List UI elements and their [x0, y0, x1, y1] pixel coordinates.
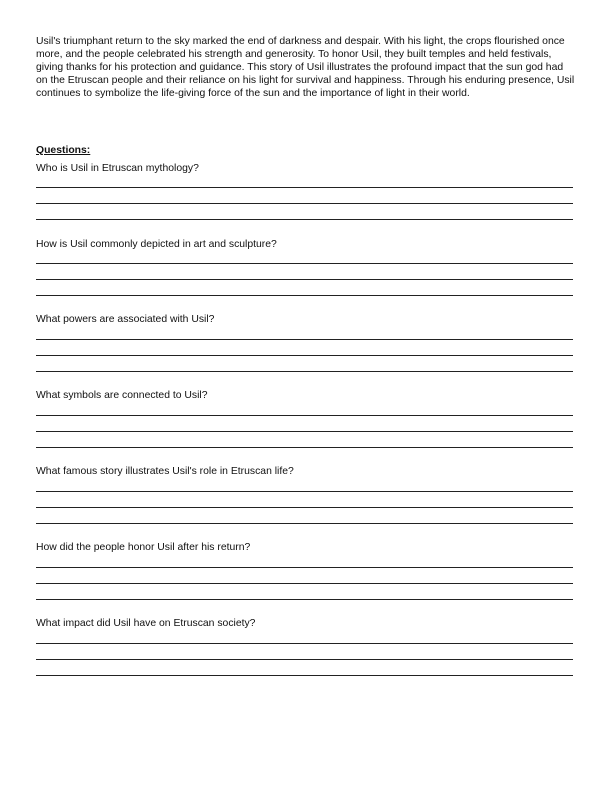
answer-line[interactable] [36, 263, 573, 264]
answer-line[interactable] [36, 415, 573, 416]
answer-line[interactable] [36, 507, 573, 508]
question-block [36, 239, 573, 251]
question-text: How did the people honor Usil after his return? [36, 542, 251, 553]
answer-line[interactable] [36, 523, 573, 524]
question-text: What famous story illustrates Usil's role in Etruscan life? [36, 466, 294, 477]
answer-line[interactable] [36, 447, 573, 448]
question-text: Who is Usil in Etruscan mythology? [36, 163, 199, 174]
passage-text: Usil's triumphant return to the sky marked the end of darkness and despair. With his light, the crops flourished once more, and the people celebrated his strength and generosity. To honor Usil, they built temples and held festivals, giving thanks for his protection and guidance. This story of Usil illustrates the profound impact that the sun god had on the Etruscan people and their reliance on his light for survival and happiness. Through his enduring presence, Usil continues to symbolize the life-giving force of the sun and the importance of light in their world. [36, 36, 575, 99]
question-block [36, 163, 573, 175]
question-block [36, 466, 573, 478]
answer-line[interactable] [36, 431, 573, 432]
answer-line[interactable] [36, 355, 573, 356]
answer-line[interactable] [36, 203, 573, 204]
answer-line[interactable] [36, 339, 573, 340]
answer-line[interactable] [36, 295, 573, 296]
answer-line[interactable] [36, 643, 573, 644]
question-text: What symbols are connected to Usil? [36, 390, 208, 401]
answer-line[interactable] [36, 583, 573, 584]
answer-line[interactable] [36, 491, 573, 492]
answer-line[interactable] [36, 219, 573, 220]
answer-line[interactable] [36, 371, 573, 372]
answer-line[interactable] [36, 279, 573, 280]
question-text: What powers are associated with Usil? [36, 314, 215, 325]
question-text: How is Usil commonly depicted in art and sculpture? [36, 239, 277, 250]
question-text: What impact did Usil have on Etruscan society? [36, 618, 256, 629]
questions-heading: Questions: [36, 145, 91, 156]
question-block [36, 618, 573, 630]
answer-line[interactable] [36, 659, 573, 660]
answer-line[interactable] [36, 187, 573, 188]
answer-line[interactable] [36, 567, 573, 568]
question-block [36, 314, 573, 326]
answer-line[interactable] [36, 599, 573, 600]
answer-line[interactable] [36, 675, 573, 676]
question-block [36, 542, 573, 554]
question-block [36, 390, 573, 402]
